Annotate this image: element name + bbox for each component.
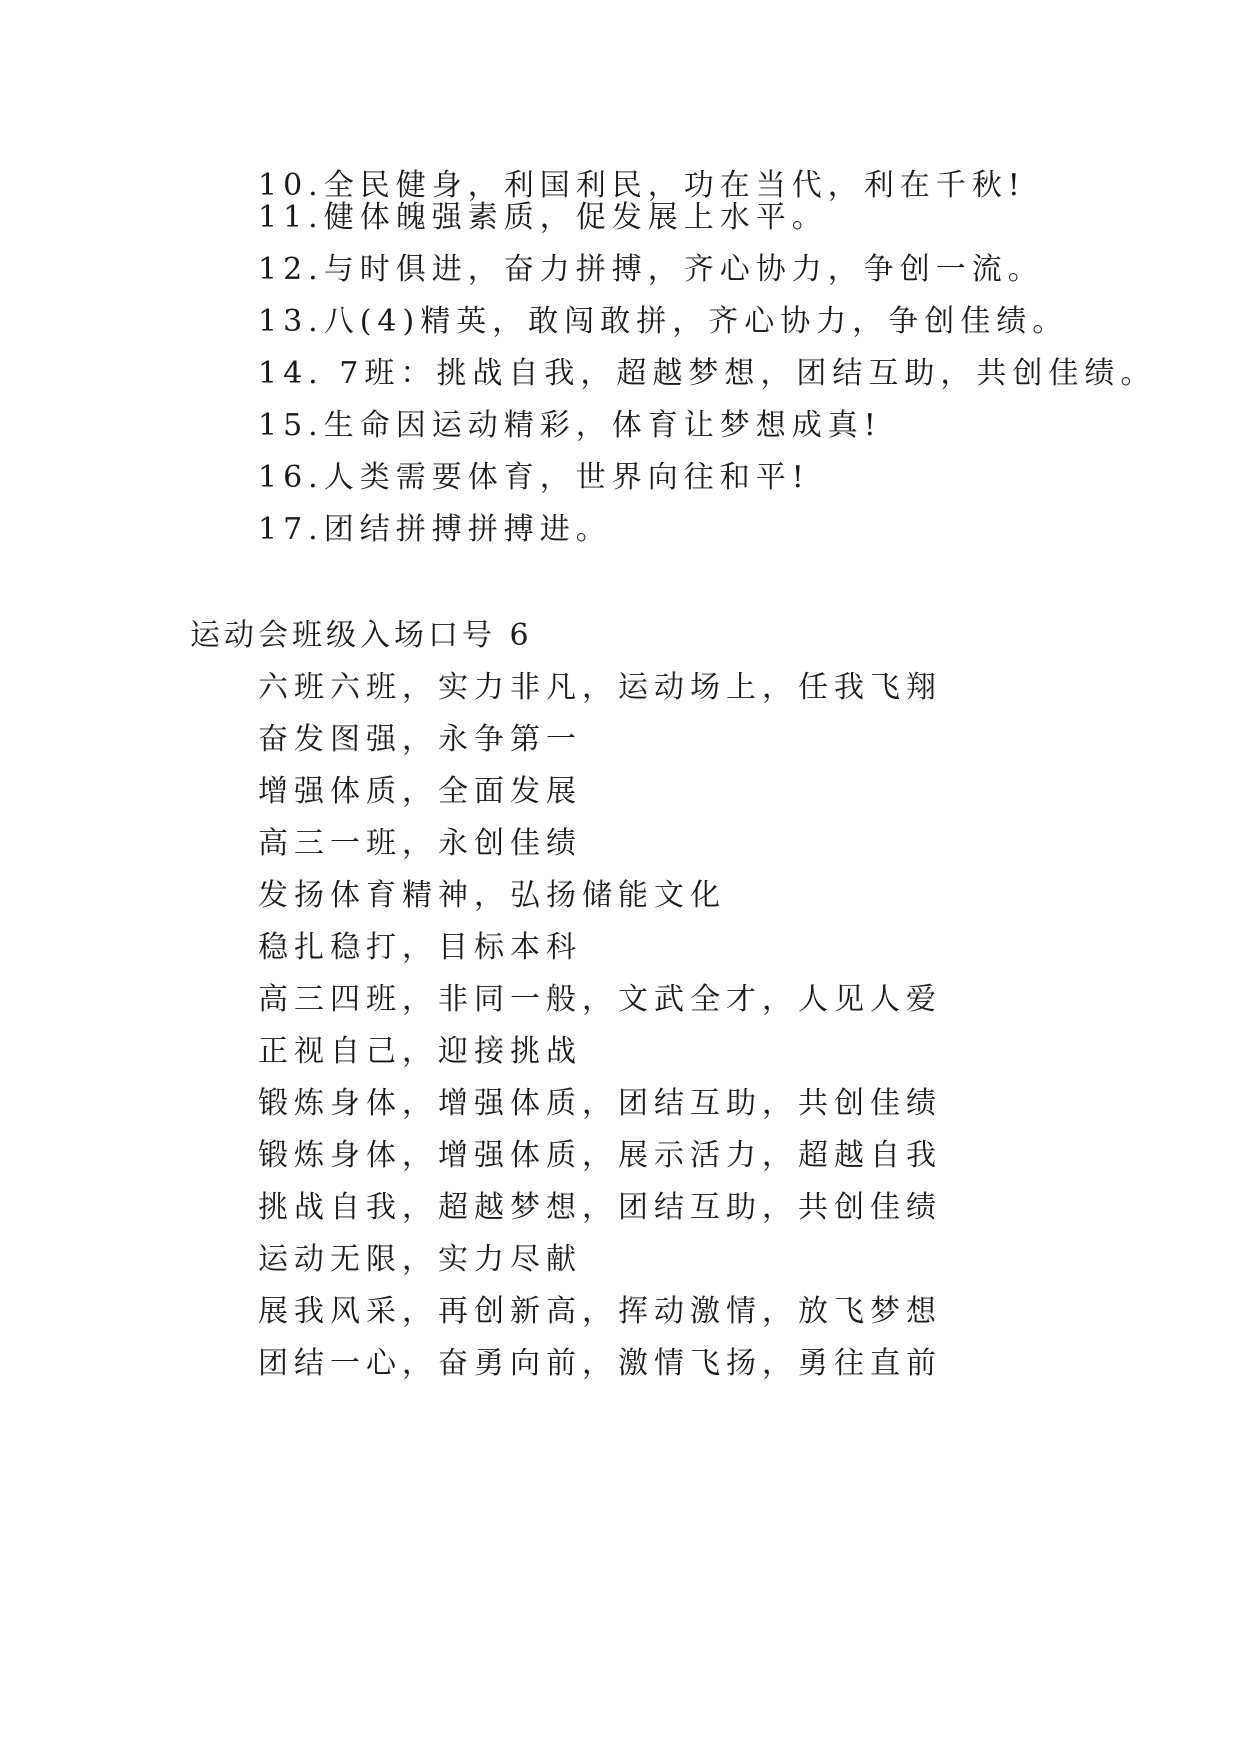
list-item: 15.生命因运动精彩，体育让梦想成真! <box>258 408 882 443</box>
slogan-line: 高三四班，非同一般，文武全才，人见人爱 <box>258 982 942 1017</box>
slogan-line: 发扬体育精神，弘扬储能文化 <box>258 878 726 913</box>
slogan-line: 增强体质，全面发展 <box>258 774 582 809</box>
slogan-line: 挑战自我，超越梦想，团结互助，共创佳绩 <box>258 1190 942 1225</box>
slogan-line: 展我风采，再创新高，挥动激情，放飞梦想 <box>258 1294 942 1329</box>
slogan-line: 奋发图强，永争第一 <box>258 722 582 757</box>
slogan-line: 高三一班，永创佳绩 <box>258 826 582 861</box>
slogan-line: 六班六班，实力非凡，运动场上，任我飞翔 <box>258 670 942 705</box>
slogan-line: 团结一心，奋勇向前，激情飞扬，勇往直前 <box>258 1346 942 1381</box>
list-item: 14. 7班：挑战自我，超越梦想，团结互助，共创佳绩。 <box>258 356 1157 391</box>
slogan-line: 锻炼身体，增强体质，展示活力，超越自我 <box>258 1138 942 1173</box>
slogan-line: 稳扎稳打，目标本科 <box>258 930 582 965</box>
list-item: 13.八(4)精英，敢闯敢拼，齐心协力，争创佳绩。 <box>258 304 1069 339</box>
list-item: 10.全民健身，利国利民，功在当代，利在千秋! <box>258 168 1026 203</box>
list-item: 11.健体魄强素质，促发展上水平。 <box>258 200 828 235</box>
slogan-line: 运动无限，实力尽献 <box>258 1242 582 1277</box>
list-item: 12.与时俱进，奋力拼搏，齐心协力，争创一流。 <box>258 252 1044 287</box>
section-title: 运动会班级入场口号 6 <box>190 618 533 653</box>
slogan-line: 锻炼身体，增强体质，团结互助，共创佳绩 <box>258 1086 942 1121</box>
list-item: 16.人类需要体育，世界向往和平! <box>258 460 810 495</box>
list-item: 17.团结拼搏拼搏进。 <box>258 512 612 547</box>
slogan-line: 正视自己，迎接挑战 <box>258 1034 582 1069</box>
